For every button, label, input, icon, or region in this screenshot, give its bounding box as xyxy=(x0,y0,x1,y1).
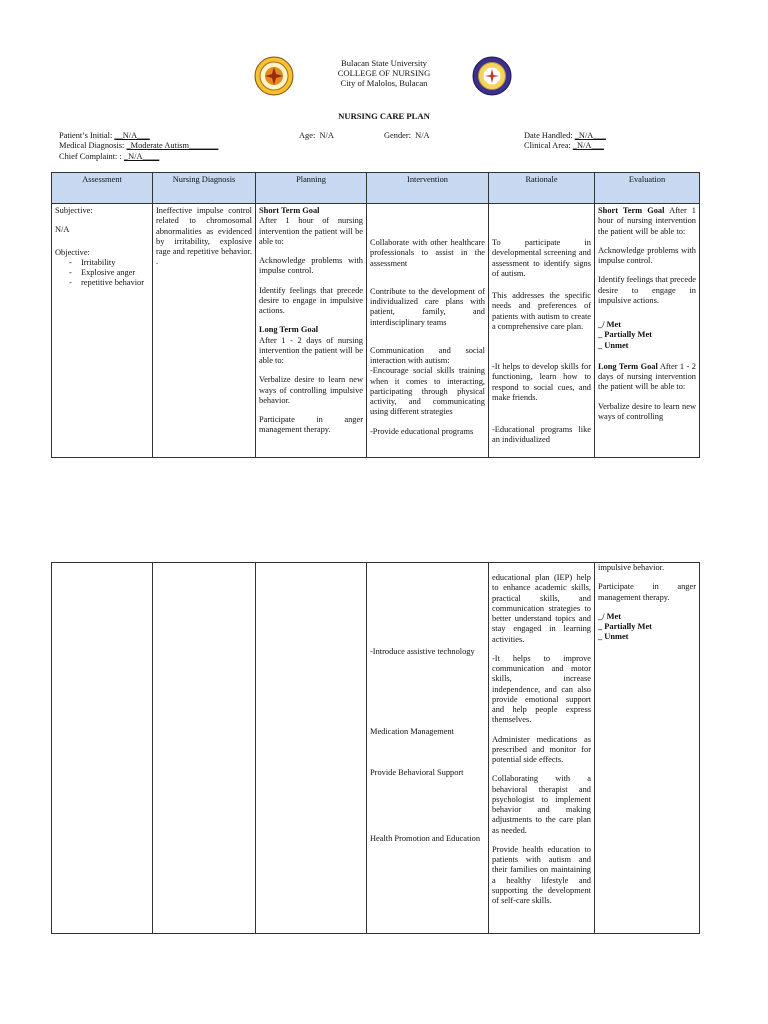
intervention-item: -Encourage social skills training when it comes to interacting, participating through physical activity, and communicating using different strategies xyxy=(370,366,485,417)
evaluation-item: Participate in anger management therapy. xyxy=(598,582,696,602)
short-term-goal-eval: Short Term Goal After 1 hour of nursing intervention the patient will be able to: xyxy=(598,206,696,236)
rationale-item: To participate in developmental screening and assessment to identify signs of autism. xyxy=(492,238,591,278)
long-term-goal-item: Verbalize desire to learn new ways of controlling impulsive behavior. xyxy=(259,375,363,405)
intervention-item: Health Promotion and Education xyxy=(370,833,481,843)
status-partially-met: _ Partially Met xyxy=(598,622,652,631)
college-name: COLLEGE OF NURSING xyxy=(337,68,431,79)
column-header-planning: Planning xyxy=(256,173,367,204)
rationale-item: -It helps to develop skills for functioning, learn how to respond to social cues, and make friends. xyxy=(492,362,591,402)
status-unmet: _ Unmet xyxy=(598,340,629,350)
rationale-cell xyxy=(489,563,595,934)
subjective-label: Subjective: xyxy=(55,206,93,215)
table-row xyxy=(52,563,700,934)
objective-list xyxy=(55,258,149,289)
column-header-intervention: Intervention xyxy=(367,173,489,204)
list-item: - repetitive behavior xyxy=(69,278,149,288)
short-term-goal-item: Identify feelings that precede desire to engage in impulsive actions. xyxy=(259,285,363,315)
planning-cell xyxy=(256,563,367,934)
long-term-goal-eval: Long Term Goal After 1 - 2 days of nursing intervention the patient will be able to: xyxy=(598,361,696,392)
medical-diagnosis: Medical Diagnosis: _Moderate Autism_______ xyxy=(59,141,219,150)
rationale-item: Provide health education to patients with autism and their families on maintaining a healthy lifestyle and supporting the development of self-care skills. xyxy=(492,844,591,905)
college-address: City of Malolos, Bulacan xyxy=(340,78,428,89)
column-header-evaluation: Evaluation xyxy=(595,173,700,204)
date-handled: Date Handled: _N/A___ xyxy=(524,131,606,140)
subjective-value: N/A xyxy=(55,225,70,235)
rationale-cell xyxy=(489,204,595,458)
care-plan-table-page2 xyxy=(51,562,700,934)
page-title: NURSING CARE PLAN xyxy=(338,111,430,121)
planning-cell xyxy=(256,204,367,458)
intervention-item: Collaborate with other healthcare professionals to assist in the assessment xyxy=(370,238,485,268)
assessment-cell xyxy=(52,204,153,458)
intervention-cell xyxy=(367,204,489,458)
clinical-area: Clinical Area: _N/A___ xyxy=(524,141,605,150)
status-unmet: _ Unmet xyxy=(598,632,629,642)
rationale-item: -Educational programs like an individualized xyxy=(492,425,591,445)
intervention-item: Medication Management xyxy=(370,727,454,737)
intervention-cell xyxy=(367,563,489,934)
long-term-goal-text: After 1 - 2 days of nursing intervention the patient will be able to: xyxy=(259,335,363,365)
nursing-diagnosis-cell xyxy=(153,563,256,934)
column-header-rationale: Rationale xyxy=(489,173,595,204)
table-header-row xyxy=(52,173,700,204)
care-plan-table-page1 xyxy=(51,172,700,458)
evaluation-cell xyxy=(595,204,700,458)
status-met: _/ Met xyxy=(598,320,622,329)
list-item: - Explosive anger xyxy=(69,268,149,278)
rationale-item: This addresses the specific needs and preferences of patients with autism to create a comprehensive care plan. xyxy=(492,291,591,331)
column-header-assessment: Assessment xyxy=(52,173,153,204)
intervention-item: Contribute to the development of individualized care plans with patient, family, and interdisciplinary teams xyxy=(370,286,485,327)
patient-age: Age: N/A xyxy=(299,131,334,140)
short-term-goal-text: After 1 hour of nursing intervention the patient will be able to: xyxy=(259,216,363,246)
document-header xyxy=(280,58,488,88)
evaluation-item: Acknowledge problems with impulse control. xyxy=(598,245,696,265)
long-term-goal-title: Long Term Goal xyxy=(259,325,319,335)
evaluation-item: impulsive behavior. xyxy=(598,563,665,572)
short-term-goal-title: Short Term Goal xyxy=(259,206,320,215)
objective-label: Objective: xyxy=(55,247,90,257)
intervention-item: Provide Behavioral Support xyxy=(370,767,464,777)
evaluation-item: Verbalize desire to learn new ways of controlling xyxy=(598,401,696,421)
list-item: - Irritability xyxy=(69,258,149,268)
status-partially-met: _ Partially Met xyxy=(598,330,652,340)
chief-complaint: Chief Complaint: : _N/A____ xyxy=(59,152,160,161)
intervention-item: -Introduce assistive technology xyxy=(370,647,475,656)
intervention-item: -Provide educational programs xyxy=(370,426,474,436)
assessment-cell xyxy=(52,563,153,934)
rationale-item: Administer medications as prescribed and monitor for potential side effects. xyxy=(492,734,591,764)
nursing-diagnosis-cell: Ineffective impulse control related to chromosomal abnormalities as evidenced by irritability, explosive rage and repetitive behavior. . xyxy=(153,204,256,458)
evaluation-cell xyxy=(595,563,700,934)
status-met: _/ Met xyxy=(598,611,622,621)
rationale-item: -It helps to improve communication and motor skills, increase independence, and can also provide emotional support and help people express themselves. xyxy=(492,653,591,725)
evaluation-item: Identify feelings that precede desire to engage in impulsive actions. xyxy=(598,275,696,305)
short-term-goal-item: Acknowledge problems with impulse control. xyxy=(259,256,363,276)
table-row xyxy=(52,204,700,458)
long-term-goal-item: Participate in anger management therapy. xyxy=(259,415,363,435)
university-name: Bulacan State University xyxy=(341,58,427,68)
patient-gender: Gender: N/A xyxy=(384,131,430,140)
patient-initial: Patient’s Initial: __N/A___ xyxy=(59,131,150,140)
rationale-item: educational plan (IEP) help to enhance academic skills, practical skills, and communication strategies to better understand topics and stay engaged in learning activities. xyxy=(492,573,591,644)
column-header-nursing-diagnosis: Nursing Diagnosis xyxy=(153,173,256,204)
intervention-subtitle: Communication and social interaction with autism: xyxy=(370,345,485,365)
rationale-item: Collaborating with a behavioral therapist and psychologist to implement behavior and making adjustments to the care plan as needed. xyxy=(492,774,591,835)
